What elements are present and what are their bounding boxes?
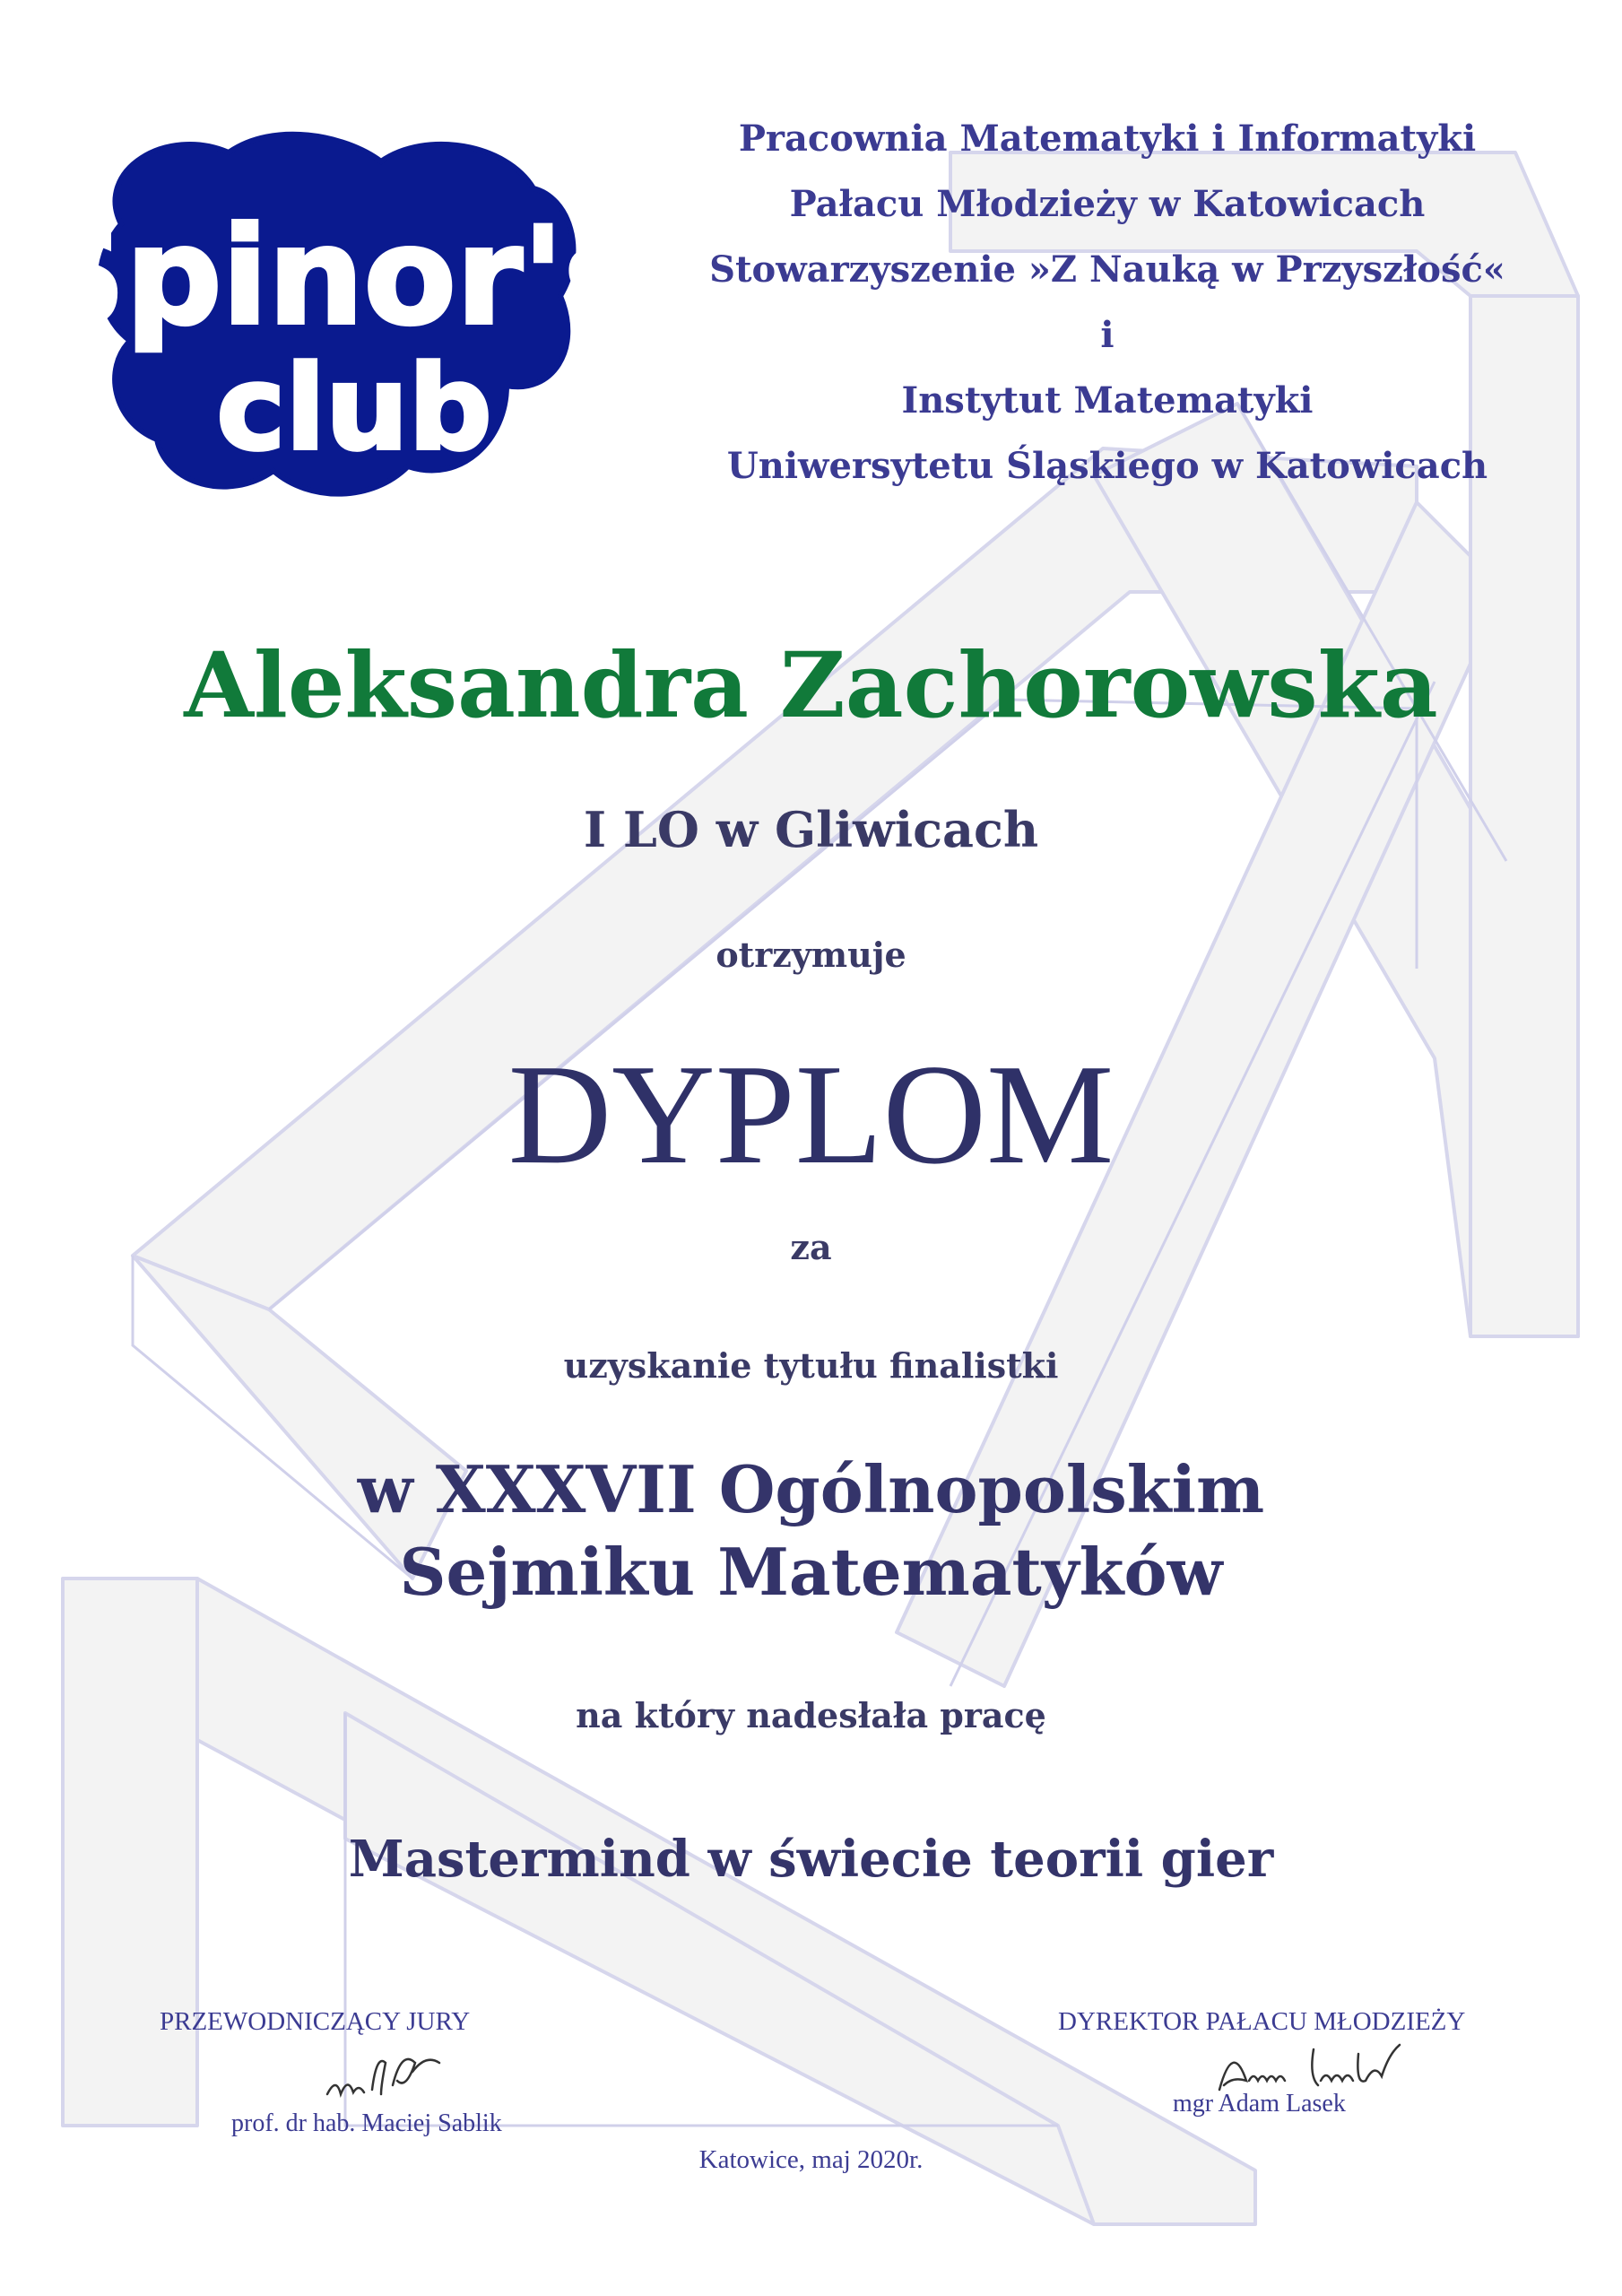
institutions-header <box>659 106 1556 499</box>
work-title: Mastermind w świecie teorii gier <box>348 1830 1274 1889</box>
reason-text: uzyskanie tytułu finalistki <box>563 1345 1059 1386</box>
header-line: Pracownia Matematyki i Informatyki <box>738 117 1477 160</box>
recipient-name: Aleksandra Zachorowska <box>184 632 1438 738</box>
header-line: Uniwersytetu Śląskiego w Katowicach <box>726 445 1488 487</box>
header-line: Stowarzyszenie »Z Nauką w Przyszłość« <box>709 248 1505 291</box>
right-signature-role: DYREKTOR PAŁACU MŁODZIEŻY <box>1058 2007 1466 2036</box>
receives-text: otrzymuje <box>716 935 906 975</box>
spinors-club-logo <box>29 117 644 511</box>
for-text: za <box>790 1227 832 1267</box>
diploma-title: DYPLOM <box>507 1034 1115 1194</box>
left-signatory-name: prof. dr hab. Maciej Sablik <box>231 2109 502 2137</box>
left-signature-role: PRZEWODNICZĄCY JURY <box>160 2007 471 2036</box>
header-line: Pałacu Młodzieży w Katowicach <box>789 183 1426 225</box>
logo-line1: Spinor's <box>29 199 644 355</box>
competition-line1: w XXXVII Ogólnopolskim <box>357 1451 1265 1527</box>
competition-name <box>0 1448 1622 1613</box>
submitted-text: na który nadesłała pracę <box>576 1695 1046 1735</box>
place-and-date: Katowice, maj 2020r. <box>698 2145 924 2174</box>
left-handwritten-signature <box>323 2045 448 2108</box>
recipient-school: I LO w Gliwicach <box>583 801 1039 858</box>
right-signatory-name: mgr Adam Lasek <box>1173 2090 1346 2118</box>
logo-line2: club <box>216 340 492 476</box>
header-line: Instytut Matematyki <box>901 379 1314 422</box>
header-line: i <box>1100 314 1115 356</box>
competition-line2: Sejmiku Matematyków <box>399 1534 1223 1610</box>
